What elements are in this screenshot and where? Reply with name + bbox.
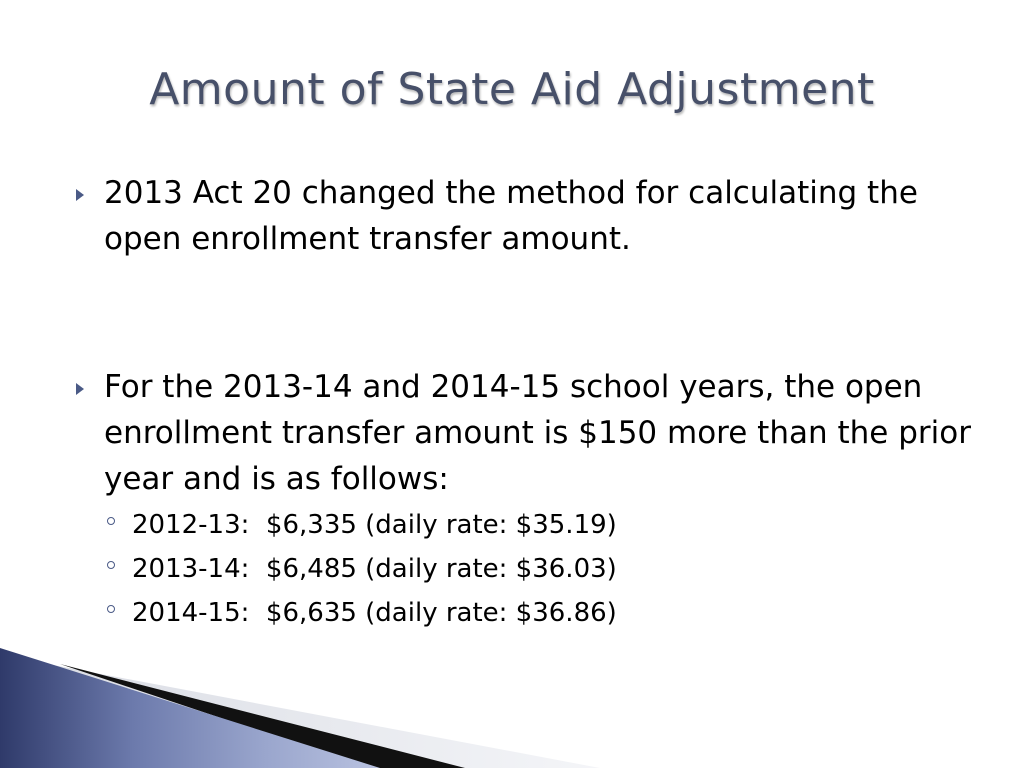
slide-title: Amount of State Aid Adjustment bbox=[149, 64, 875, 115]
bullet-text: For the 2013-14 and 2014-15 school years, the open enrollment transfer amount is $150 more than the prior year and is as follows: bbox=[104, 369, 971, 497]
sub-bullet-text: 2013-14: $6,485 (daily rate: $36.03) bbox=[132, 554, 617, 584]
hollow-circle-icon bbox=[107, 605, 115, 613]
sub-bullet-2013-14 bbox=[132, 552, 932, 586]
sub-bullet-text: 2012-13: $6,335 (daily rate: $35.19) bbox=[132, 510, 617, 540]
sub-bullet-text: 2014-15: $6,635 (daily rate: $36.86) bbox=[132, 598, 617, 628]
bullet-text: 2013 Act 20 changed the method for calculating the open enrollment transfer amount. bbox=[104, 175, 918, 257]
sub-bullet-2014-15 bbox=[132, 596, 932, 630]
triangle-right-icon bbox=[76, 383, 84, 395]
hollow-circle-icon bbox=[107, 561, 115, 569]
sub-bullet-2012-13 bbox=[132, 508, 932, 542]
triangle-right-icon bbox=[76, 189, 84, 201]
blue-band bbox=[0, 648, 380, 768]
bullet-item-transfer-amount bbox=[104, 364, 974, 502]
bullet-item-act-20 bbox=[104, 170, 974, 262]
hollow-circle-icon bbox=[107, 517, 115, 525]
